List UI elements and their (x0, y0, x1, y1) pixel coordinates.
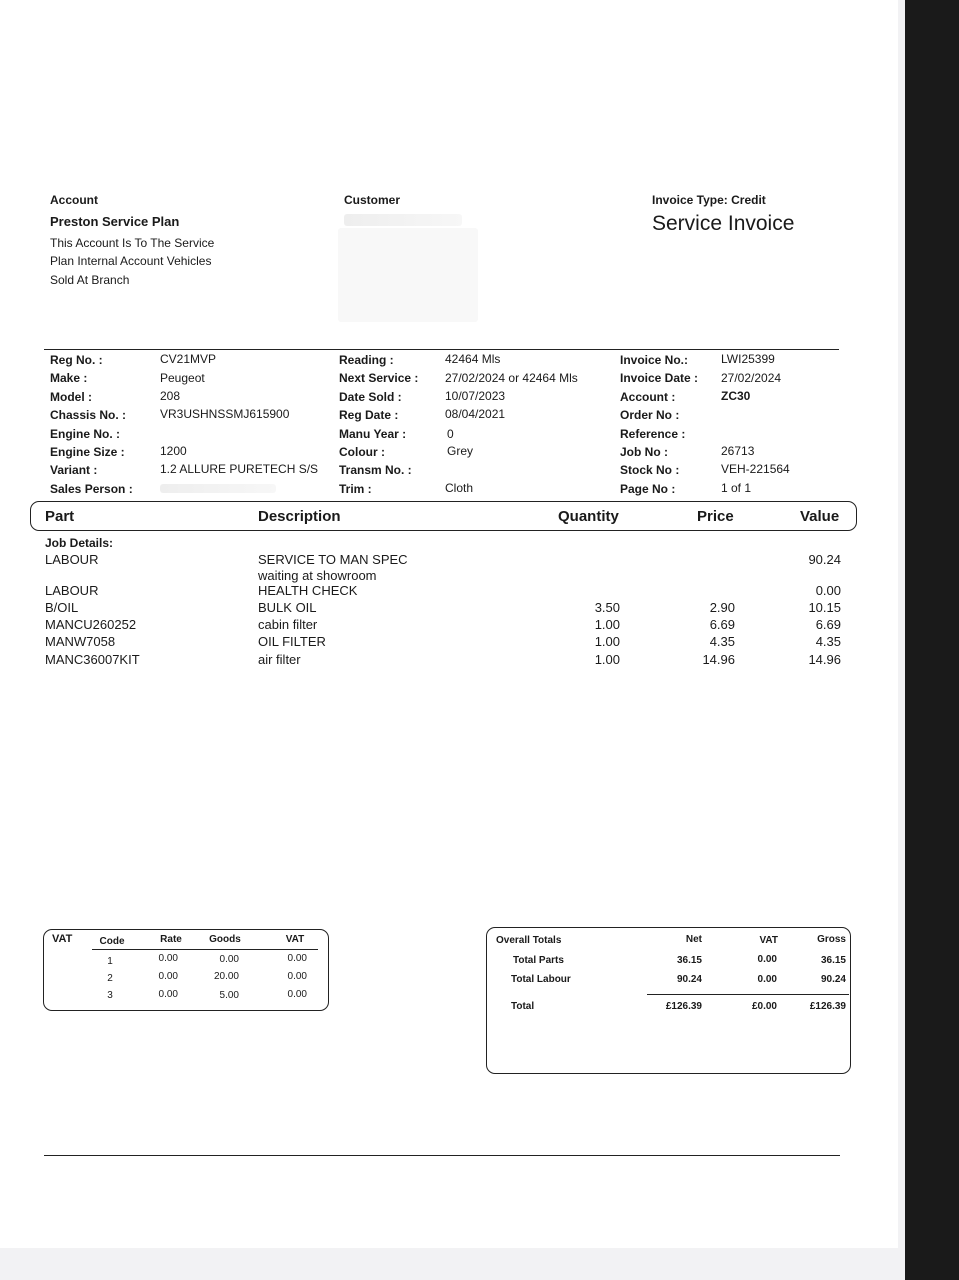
line-value: 6.69 (815, 617, 841, 632)
line-quantity: 3.50 (594, 600, 620, 615)
account-note-line: Plan Internal Account Vehicles (50, 254, 212, 268)
vat-code: 3 (107, 990, 113, 1001)
stock-no-value: VEH-221564 (721, 462, 790, 476)
make-label: Make : (50, 371, 88, 385)
total-parts-label: Total Parts (513, 955, 564, 966)
invoice-no-value: LWI25399 (721, 352, 775, 366)
make-value: Peugeot (160, 371, 205, 385)
line-price: 2.90 (709, 600, 735, 615)
trim-label: Trim : (339, 482, 372, 496)
reg-no-value: CV21MVP (160, 352, 217, 366)
footer-divider (44, 1155, 840, 1156)
reg-date-label: Reg Date : (339, 408, 399, 422)
vat-goods: 5.00 (219, 990, 239, 1001)
line-quantity: 1.00 (594, 617, 620, 632)
grand-total-gross: £126.39 (809, 1001, 846, 1012)
total-parts-vat: 0.00 (757, 954, 777, 965)
next-service-label: Next Service : (339, 371, 419, 385)
vat-table-title: VAT (52, 933, 73, 945)
line-price: 14.96 (702, 652, 735, 667)
total-labour-label: Total Labour (511, 974, 571, 985)
colour-label: Colour : (339, 445, 385, 459)
vat-goods-header: Goods (209, 934, 241, 945)
part-column-header: Part (45, 508, 75, 525)
account-name: Preston Service Plan (50, 214, 180, 229)
vat-rate: 0.00 (158, 953, 178, 964)
account-code-label: Account : (620, 390, 676, 404)
line-price: 6.69 (709, 617, 735, 632)
line-value: 4.35 (815, 634, 841, 649)
line-value: 14.96 (808, 652, 841, 667)
total-labour-gross: 90.24 (820, 974, 846, 985)
page-no-label: Page No : (620, 482, 676, 496)
variant-label: Variant : (50, 463, 98, 477)
totals-vat-header: VAT (759, 935, 778, 946)
vat-amount-header: VAT (285, 934, 305, 945)
line-description: HEALTH CHECK (258, 583, 358, 598)
grand-total-vat: £0.00 (751, 1001, 777, 1012)
job-no-value: 26713 (721, 444, 755, 458)
line-description: OIL FILTER (258, 634, 326, 649)
totals-divider (647, 994, 849, 995)
account-heading: Account (50, 193, 98, 207)
customer-heading: Customer (344, 193, 401, 207)
vat-amount: 0.00 (287, 989, 307, 1000)
line-description: air filter (258, 652, 301, 667)
next-service-value: 27/02/2024 or 42464 Mls (445, 371, 578, 385)
line-quantity: 1.00 (594, 652, 620, 667)
grand-total-label: Total (511, 1001, 535, 1012)
overall-totals-title: Overall Totals (496, 935, 562, 946)
chassis-no-value: VR3USHNSSMJ615900 (160, 407, 290, 421)
totals-gross-header: Gross (817, 934, 846, 945)
line-quantity: 1.00 (594, 634, 620, 649)
stock-no-label: Stock No : (620, 463, 680, 477)
line-part: LABOUR (45, 552, 99, 567)
line-description: waiting at showroom (258, 568, 377, 583)
vat-amount: 0.00 (287, 971, 307, 982)
vat-goods: 20.00 (213, 971, 239, 982)
engine-size-value: 1200 (160, 444, 187, 458)
total-labour-vat: 0.00 (757, 974, 777, 985)
customer-name-redacted (344, 214, 462, 226)
engine-size-label: Engine Size : (50, 445, 125, 459)
account-note-line: This Account Is To The Service (50, 236, 215, 250)
line-description: SERVICE TO MAN SPEC (258, 552, 408, 567)
model-label: Model : (50, 390, 92, 404)
job-details-label: Job Details: (45, 536, 114, 550)
date-sold-label: Date Sold : (339, 390, 402, 404)
sales-person-redacted (160, 484, 276, 493)
reference-label: Reference : (620, 427, 686, 441)
invoice-date-label: Invoice Date : (620, 371, 699, 385)
line-part: MANC36007KIT (45, 652, 140, 667)
header-divider (44, 349, 839, 350)
manu-year-label: Manu Year : (339, 427, 407, 441)
reading-label: Reading : (339, 353, 394, 367)
description-column-header: Description (258, 508, 341, 525)
order-no-label: Order No : (620, 408, 680, 422)
vat-goods: 0.00 (219, 954, 239, 965)
line-part: MANCU260252 (45, 617, 137, 632)
reg-no-label: Reg No. : (50, 353, 103, 367)
reg-date-value: 08/04/2021 (445, 407, 506, 421)
vat-code-header: Code (99, 936, 125, 947)
line-price: 4.35 (709, 634, 735, 649)
total-parts-net: 36.15 (676, 955, 702, 966)
grand-total-net: £126.39 (665, 1001, 702, 1012)
value-column-header: Value (800, 508, 840, 525)
invoice-date-value: 27/02/2024 (721, 371, 782, 385)
vat-rate: 0.00 (158, 971, 178, 982)
total-labour-net: 90.24 (676, 974, 702, 985)
line-description: cabin filter (258, 617, 318, 632)
vat-rate: 0.00 (158, 989, 178, 1000)
transm-no-label: Transm No. : (339, 463, 412, 477)
totals-net-header: Net (685, 934, 702, 945)
line-part: MANW7058 (45, 634, 116, 649)
vat-rate-header: Rate (160, 934, 182, 945)
model-value: 208 (160, 389, 181, 403)
total-parts-gross: 36.15 (820, 955, 846, 966)
line-value: 0.00 (815, 583, 841, 598)
invoice-no-label: Invoice No.: (620, 353, 689, 367)
window-edge (905, 0, 959, 1280)
invoice-title: Service Invoice (652, 212, 795, 235)
sales-person-label: Sales Person : (50, 482, 133, 496)
variant-value: 1.2 ALLURE PURETECH S/S (160, 462, 319, 476)
line-part: LABOUR (45, 583, 99, 598)
vat-code: 1 (107, 956, 113, 967)
engine-no-label: Engine No. : (50, 427, 120, 441)
colour-value: Grey (447, 444, 474, 458)
invoice-type: Invoice Type: Credit (652, 193, 766, 207)
chassis-no-label: Chassis No. : (50, 408, 127, 422)
line-value: 90.24 (808, 552, 841, 567)
vat-code: 2 (107, 973, 113, 984)
line-part: B/OIL (45, 600, 79, 615)
vat-amount: 0.00 (287, 953, 307, 964)
reading-value: 42464 Mls (445, 352, 501, 366)
date-sold-value: 10/07/2023 (445, 389, 506, 403)
account-code-value: ZC30 (721, 389, 751, 403)
customer-address-redacted (338, 228, 478, 322)
price-column-header: Price (697, 508, 734, 525)
trim-value: Cloth (445, 481, 474, 495)
manu-year-value: 0 (447, 427, 454, 441)
line-value: 10.15 (808, 600, 841, 615)
job-no-label: Job No : (620, 445, 668, 459)
page-no-value: 1 of 1 (721, 481, 752, 495)
line-description: BULK OIL (258, 600, 317, 615)
vat-header-divider (92, 949, 318, 950)
quantity-column-header: Quantity (558, 508, 619, 525)
account-note-line: Sold At Branch (50, 273, 130, 287)
